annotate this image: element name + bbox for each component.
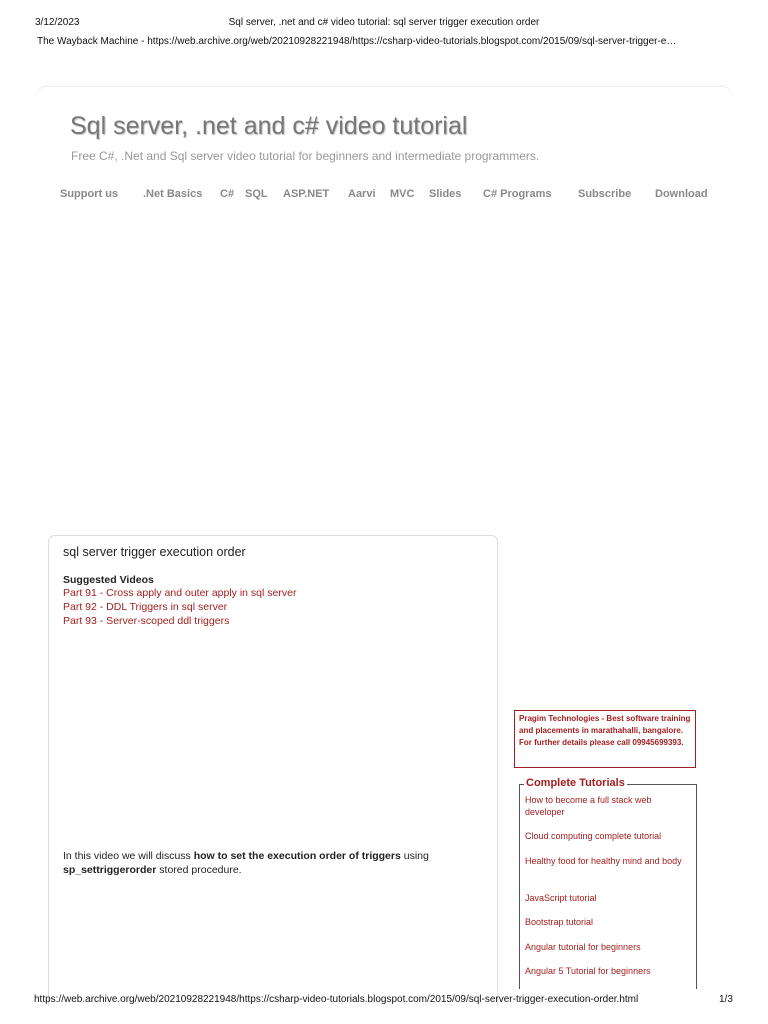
nav-support-us[interactable]: Support us (60, 188, 119, 200)
intro-text-end: stored procedure. (156, 863, 242, 876)
intro-bold-procedure: sp_settriggerorder (63, 863, 157, 876)
intro-text: In this video we will discuss (63, 850, 194, 862)
tutorial-link-cloud-computing[interactable]: Cloud computing complete tutorial (525, 831, 662, 841)
pragim-ad-box[interactable]: Pragim Technologies - Best software training and placements in marathahalli, bangalore. For further details please call 09945699393. (514, 710, 696, 768)
nav-sql[interactable]: SQL (245, 188, 268, 200)
suggested-link-part-92[interactable]: Part 92 - DDL Triggers in sql server (63, 601, 228, 613)
nav-aspnet[interactable]: ASP.NET (283, 188, 330, 200)
tutorial-link-angular[interactable]: Angular tutorial for beginners (525, 942, 641, 952)
print-page-number: 1/3 (719, 994, 733, 1005)
tutorial-link-healthy-food[interactable]: Healthy food for healthy mind and body (525, 856, 682, 866)
post-title: sql server trigger execution order (63, 545, 246, 559)
blog-title[interactable]: Sql server, .net and c# video tutorial (70, 112, 468, 140)
nav-download[interactable]: Download (655, 188, 708, 200)
tutorial-link-javascript[interactable]: JavaScript tutorial (525, 893, 597, 903)
print-footer-url: https://web.archive.org/web/20210928221948/https://csharp-video-tutorials.blogspot.com/2015/09/sql-server-trigger-execution-order.html (34, 994, 639, 1005)
nav-slides[interactable]: Slides (429, 188, 462, 200)
nav-subscribe[interactable]: Subscribe (578, 188, 632, 200)
print-date: 3/12/2023 (35, 17, 80, 28)
wayback-banner: The Wayback Machine - https://web.archive.org/web/20210928221948/https://csharp-video-tutorials.blogspot.com/2015/09/sql-server-trigger-e… (37, 36, 677, 47)
print-page-title: Sql server, .net and c# video tutorial: sql server trigger execution order (228, 17, 540, 28)
suggested-link-part-93[interactable]: Part 93 - Server-scoped ddl triggers (63, 615, 230, 627)
intro-text-using: using (400, 850, 429, 862)
intro-bold-topic: how to set the execution order of triggers (193, 850, 401, 862)
tutorial-link-bootstrap[interactable]: Bootstrap tutorial (525, 917, 594, 927)
nav-aarvi[interactable]: Aarvi (348, 188, 376, 200)
nav-csharp-programs[interactable]: C# Programs (483, 188, 552, 200)
nav-mvc[interactable]: MVC (390, 188, 415, 200)
nav-net-basics[interactable]: .Net Basics (143, 188, 203, 200)
complete-tutorials-heading: Complete Tutorials (526, 777, 625, 789)
blog-description: Free C#, .Net and Sql server video tutorial for beginners and intermediate programmers. (71, 149, 540, 163)
top-nav (0, 188, 768, 204)
post-intro-paragraph (63, 850, 483, 877)
suggested-videos-heading: Suggested Videos (63, 574, 154, 586)
tutorial-link-full-stack[interactable]: How to become a full stack web developer (525, 795, 652, 817)
nav-csharp[interactable]: C# (220, 188, 235, 200)
tutorial-link-angular-5[interactable]: Angular 5 Tutorial for beginners (525, 966, 651, 976)
suggested-link-part-91[interactable]: Part 91 - Cross apply and outer apply in sql server (63, 587, 297, 599)
